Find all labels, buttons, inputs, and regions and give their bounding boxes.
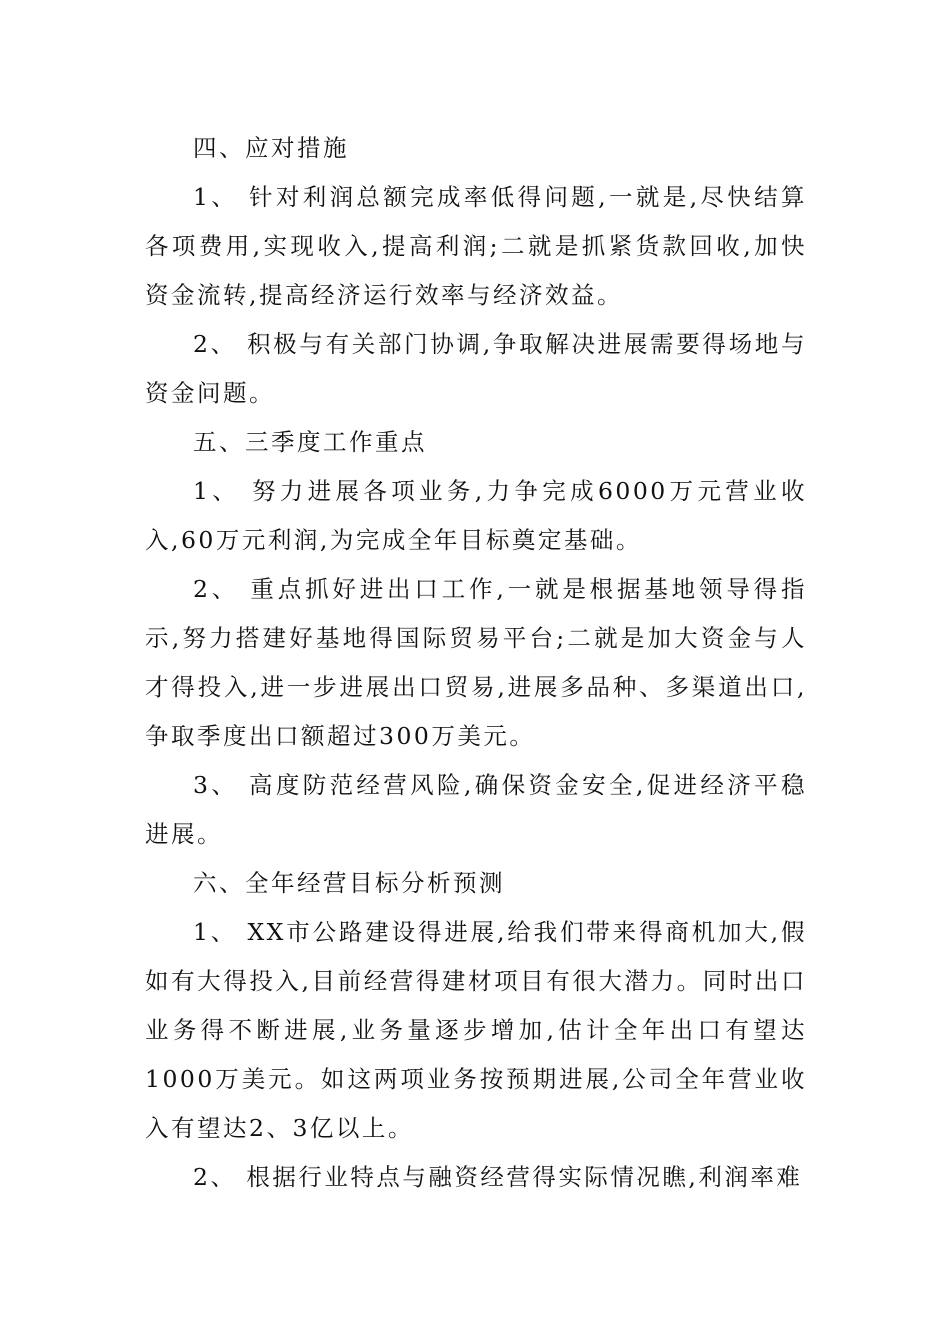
paragraph-forecast-1: 1、 XX市公路建设得进展,给我们带来得商机加大,假如有大得投入,目前经营得建材项目有很大潜力。同时出口业务得不断进展,业务量逐步增加,估计全年出口有望达1000万美元。如这两项业务按预期进展,公司全年营业收入有望达2、3亿以上。 bbox=[145, 918, 807, 1142]
section-heading-annual-forecast: 六、全年经营目标分析预测 bbox=[193, 869, 505, 897]
document-body bbox=[145, 124, 807, 1202]
paragraph-q3-2: 2、 重点抓好进出口工作,一就是根据基地领导得指示,努力搭建好基地得国际贸易平台;二就是加大资金与人才得投入,进一步进展出口贸易,进展多品种、多渠道出口,争取季度出口额超过300万美元。 bbox=[145, 575, 807, 750]
paragraph-q3-1: 1、 努力进展各项业务,力争完成6000万元营业收入,60万元利润,为完成全年目标奠定基础。 bbox=[145, 477, 807, 554]
paragraph-forecast-2: 2、 根据行业特点与融资经营得实际情况瞧,利润率难 bbox=[193, 1163, 803, 1191]
section-heading-q3-focus: 五、三季度工作重点 bbox=[193, 428, 427, 456]
paragraph-measure-2: 2、 积极与有关部门协调,争取解决进展需要得场地与资金问题。 bbox=[145, 330, 807, 407]
paragraph-q3-3: 3、 高度防范经营风险,确保资金安全,促进经济平稳进展。 bbox=[145, 771, 807, 848]
section-heading-measures: 四、应对措施 bbox=[193, 134, 349, 162]
paragraph-measure-1: 1、 针对利润总额完成率低得问题,一就是,尽快结算各项费用,实现收入,提高利润;二就是抓紧货款回收,加快资金流转,提高经济运行效率与经济效益。 bbox=[145, 183, 807, 309]
